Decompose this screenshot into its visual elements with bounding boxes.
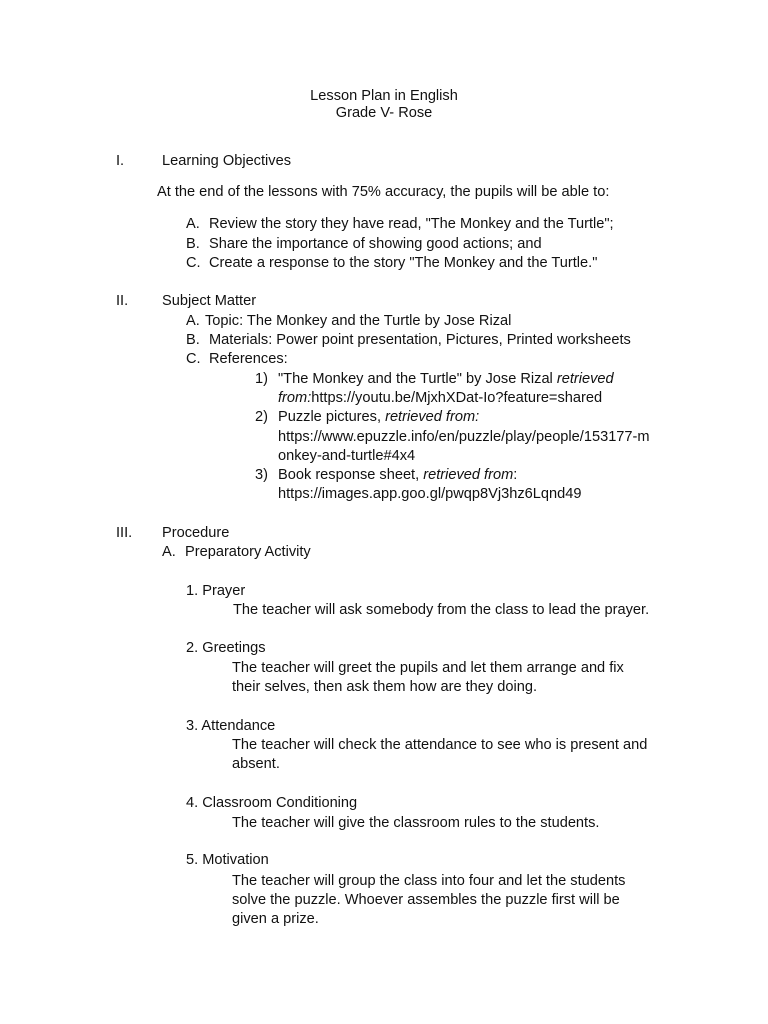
reference-lead: Book response sheet,	[278, 467, 424, 483]
step-heading: 4. Classroom Conditioning	[186, 795, 358, 811]
step-heading: 5. Motivation	[186, 852, 269, 868]
reference-url: onkey-and-turtle#4x4	[278, 448, 416, 464]
objective-text: Review the story they have read, "The Monkey and the Turtle";	[209, 216, 614, 232]
reference-item	[278, 389, 602, 408]
reference-item	[278, 408, 479, 427]
step-text: given a prize.	[232, 911, 319, 927]
step-text: The teacher will greet the pupils and let them arrange and fix	[232, 660, 624, 676]
step-text: solve the puzzle. Whoever assembles the puzzle first will be	[232, 892, 620, 908]
step-text: The teacher will give the classroom rules to the students.	[232, 815, 600, 831]
reference-url: https://youtu.be/MjxhXDat-Io?feature=shared	[311, 390, 603, 406]
objective-item	[186, 235, 542, 254]
section-numeral-subject: II.	[116, 293, 129, 309]
objective-letter: C.	[186, 255, 201, 271]
section-title-procedure: Procedure	[162, 525, 230, 541]
reference-lead: Puzzle pictures,	[278, 409, 386, 425]
references-label: References:	[209, 351, 288, 367]
step-text: The teacher will group the class into four and let the students	[232, 873, 626, 889]
subject-topic	[186, 312, 511, 331]
step-heading: 3. Attendance	[186, 718, 276, 734]
step-text: their selves, then ask them how are they doing.	[232, 679, 538, 695]
step-text: The teacher will ask somebody from the class to lead the prayer.	[233, 602, 650, 618]
objectives-intro: At the end of the lessons with 75% accuracy, the pupils will be able to:	[157, 184, 610, 200]
subject-materials	[186, 331, 631, 350]
subject-materials-text: Materials: Power point presentation, Pictures, Printed worksheets	[209, 332, 631, 348]
subject-letter: B.	[186, 332, 200, 348]
document-subtitle: Grade V- Rose	[335, 105, 433, 121]
reference-retrieved: retrieved from:	[385, 409, 480, 425]
step-heading: 1. Prayer	[186, 583, 246, 599]
subject-letter: C.	[186, 351, 201, 367]
subject-letter: A.	[186, 313, 200, 329]
objective-item	[186, 254, 597, 273]
reference-lead: "The Monkey and the Turtle" by Jose Rizal	[278, 371, 557, 387]
reference-number: 2)	[255, 409, 268, 425]
section-title-subject: Subject Matter	[162, 293, 257, 309]
subject-topic-text: Topic: The Monkey and the Turtle by Jose Rizal	[205, 313, 512, 329]
section-numeral-procedure: III.	[116, 525, 133, 541]
objective-item	[186, 215, 614, 234]
step-heading: 2. Greetings	[186, 640, 266, 656]
section-numeral-objectives: I.	[116, 153, 125, 169]
reference-number: 3)	[255, 467, 268, 483]
objective-letter: B.	[186, 236, 200, 252]
subject-references	[186, 350, 288, 369]
procedure-sub-title: Preparatory Activity	[185, 544, 311, 560]
reference-retrieved: retrieved from	[423, 467, 514, 483]
objective-letter: A.	[186, 216, 200, 232]
reference-url: https://images.app.goo.gl/pwqp8Vj3hz6Lqnd49	[278, 486, 582, 502]
reference-colon: :	[513, 467, 518, 483]
document-title: Lesson Plan in English	[310, 88, 458, 104]
procedure-subsection	[162, 543, 311, 562]
reference-from: from:	[278, 390, 312, 406]
reference-retrieved: retrieved	[556, 371, 614, 387]
reference-url: https://www.epuzzle.info/en/puzzle/play/people/153177-m	[278, 429, 650, 445]
reference-item	[278, 466, 517, 485]
step-text: absent.	[232, 756, 280, 772]
procedure-sub-letter: A.	[162, 544, 176, 560]
section-title-objectives: Learning Objectives	[162, 153, 291, 169]
objective-text: Create a response to the story "The Monkey and the Turtle."	[209, 255, 598, 271]
objective-text: Share the importance of showing good actions; and	[209, 236, 542, 252]
reference-number: 1)	[255, 371, 268, 387]
step-text: The teacher will check the attendance to see who is present and	[232, 737, 648, 753]
reference-item	[278, 370, 614, 389]
